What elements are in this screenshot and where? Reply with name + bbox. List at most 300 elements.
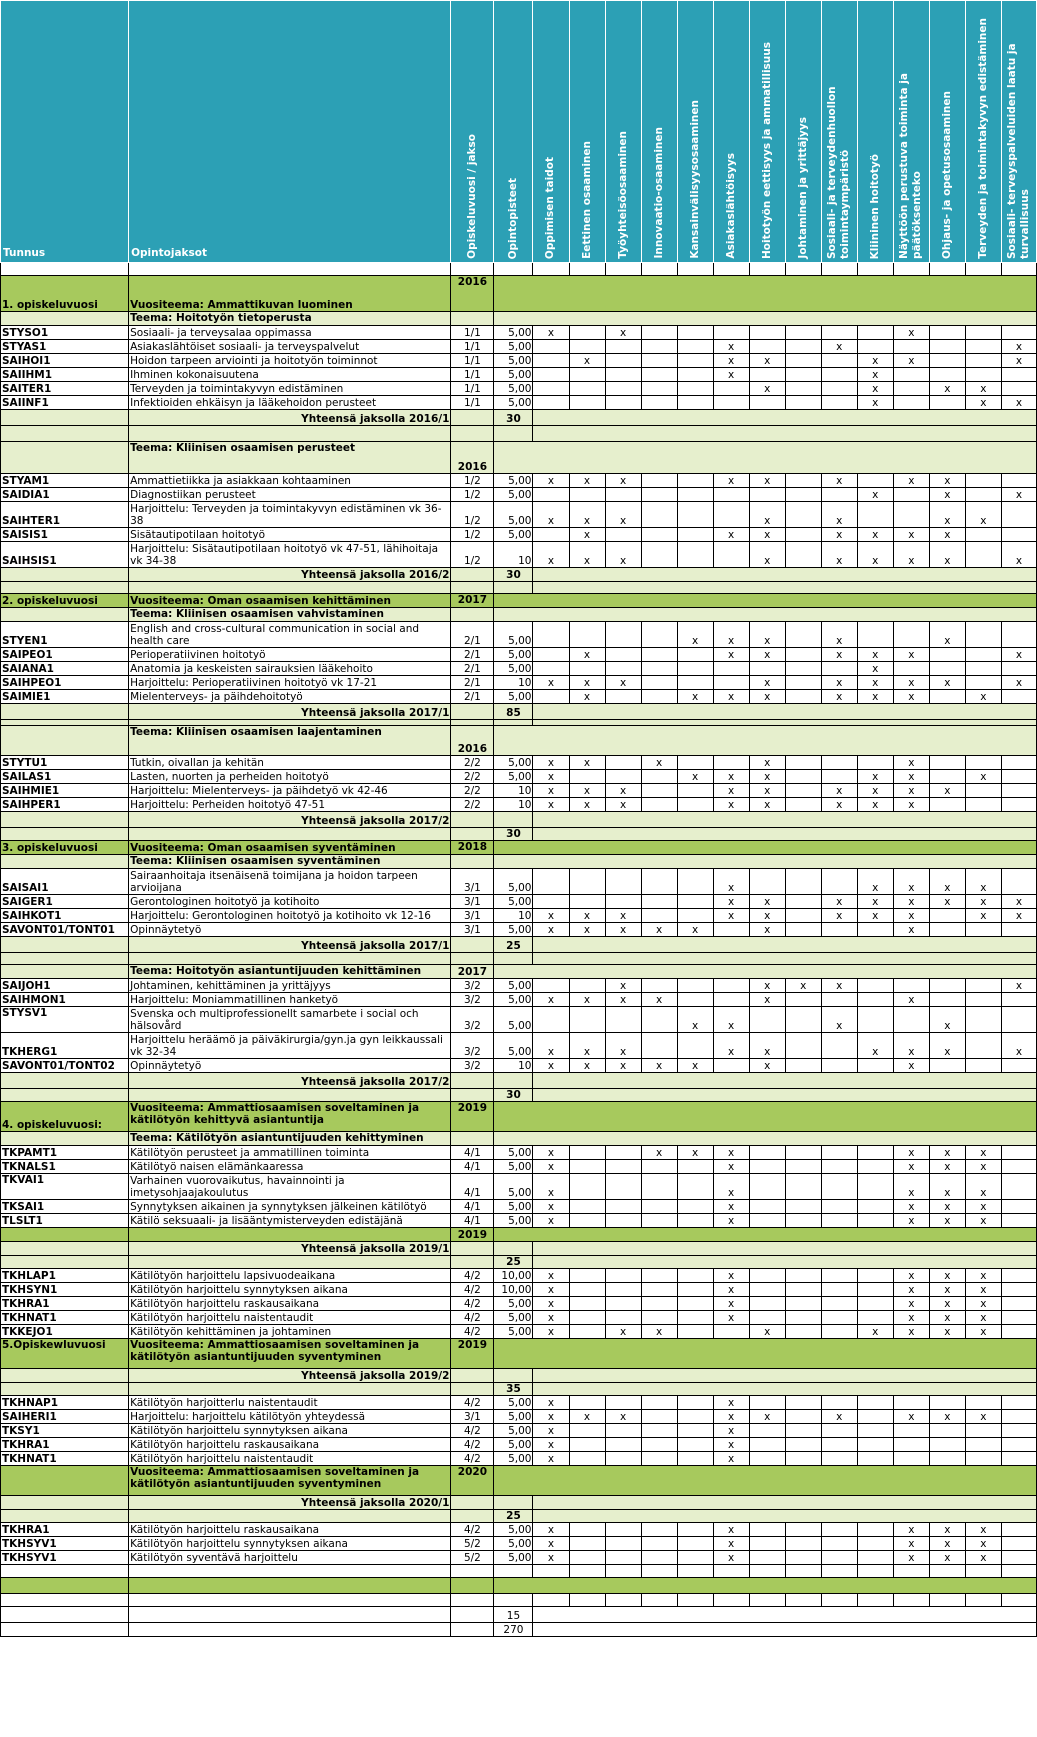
empty-cell	[821, 1424, 857, 1438]
empty-cell	[533, 1369, 1037, 1383]
theme-row	[1, 312, 1037, 326]
theme-year	[451, 608, 494, 622]
empty-cell	[749, 1200, 785, 1214]
course-code: TKNALS1	[1, 1160, 129, 1174]
competence-mark: x	[749, 502, 785, 528]
competence-mark: x	[1001, 488, 1036, 502]
period-total-row	[1, 426, 1037, 442]
course-code: SAVONT01/TONT02	[1, 1059, 129, 1073]
competence-mark: x	[605, 676, 641, 690]
course-credits: 5,00	[494, 979, 533, 993]
empty-cell	[641, 1160, 677, 1174]
empty-cell	[605, 770, 641, 784]
course-credits: 5,00	[494, 1033, 533, 1059]
grand-total-row	[1, 1607, 1037, 1623]
empty-cell	[821, 488, 857, 502]
course-row	[1, 1424, 1037, 1438]
course-name: Johtaminen, kehittäminen ja yrittäjyys	[129, 979, 451, 993]
competence-mark: x	[893, 770, 929, 784]
course-row	[1, 1269, 1037, 1283]
empty-cell	[713, 542, 749, 568]
empty-cell	[785, 662, 821, 676]
empty-cell	[533, 622, 569, 648]
course-code: STYEN1	[1, 622, 129, 648]
empty-cell	[893, 1452, 929, 1466]
period-total-value: 30	[494, 410, 533, 426]
empty-cell	[1001, 1438, 1036, 1452]
course-name: Tutkin, oivallan ja kehitän	[129, 756, 451, 770]
competence-mark: x	[677, 1007, 713, 1033]
empty-cell	[533, 528, 569, 542]
competence-mark: x	[929, 1160, 965, 1174]
empty-cell	[1, 1565, 129, 1578]
competence-mark: x	[893, 1297, 929, 1311]
column-header-label: Kansainvälisyysosaaminen	[688, 100, 701, 259]
year-value: 2016	[451, 276, 494, 312]
course-name: Harjoittelu: Moniammatillinen hanketyö	[129, 993, 451, 1007]
empty-cell	[857, 622, 893, 648]
column-header-label: Sosiaali- ja terveydenhuollon toimintaympäristö	[826, 86, 852, 259]
column-header-label: Näyttöön perustuva toiminta ja päätöksenteko	[898, 73, 924, 259]
course-period: 1/2	[451, 488, 494, 502]
course-row	[1, 1537, 1037, 1551]
empty-cell	[1001, 1297, 1036, 1311]
study-year-label	[1, 1466, 129, 1496]
empty-cell	[605, 368, 641, 382]
competence-mark: x	[677, 690, 713, 704]
empty-cell	[641, 798, 677, 812]
empty-cell	[569, 382, 605, 396]
competence-mark: x	[641, 1146, 677, 1160]
empty-cell	[965, 648, 1001, 662]
course-period: 5/2	[451, 1551, 494, 1565]
empty-cell	[677, 1523, 713, 1537]
empty-cell	[641, 676, 677, 690]
competence-mark: x	[893, 676, 929, 690]
period-total-row	[1, 582, 1037, 594]
empty-cell	[1001, 690, 1036, 704]
empty-cell	[1001, 923, 1036, 937]
course-name: Kätilötyön perusteet ja ammatillinen toiminta	[129, 1146, 451, 1160]
empty-cell	[533, 396, 569, 410]
competence-mark: x	[569, 528, 605, 542]
competence-mark: x	[893, 923, 929, 937]
course-name: Kätilötyön syventävä harjoittelu	[129, 1551, 451, 1565]
empty-cell	[929, 798, 965, 812]
course-name: Svenska och multiprofessionellt samarbete i social och hälsovård	[129, 1007, 451, 1033]
empty-cell	[494, 855, 1037, 869]
course-name: Harjoittelu: harjoittelu kätilötyön yhteydessä	[129, 1410, 451, 1424]
competence-mark: x	[605, 798, 641, 812]
empty-cell	[785, 488, 821, 502]
course-code: SAVONT01/TONT01	[1, 923, 129, 937]
empty-cell	[451, 1256, 494, 1269]
empty-cell	[605, 1551, 641, 1565]
theme-label: Teema: Kliinisen osaamisen perusteet	[129, 442, 451, 474]
empty-cell	[749, 1311, 785, 1325]
course-code: TKHNAT1	[1, 1452, 129, 1466]
empty-cell	[641, 1537, 677, 1551]
empty-cell	[451, 812, 494, 828]
empty-cell	[785, 528, 821, 542]
empty-cell	[749, 1551, 785, 1565]
empty-cell	[605, 869, 641, 895]
course-period: 3/1	[451, 923, 494, 937]
empty-cell	[605, 1311, 641, 1325]
empty-cell	[641, 396, 677, 410]
empty-cell	[494, 608, 1037, 622]
period-total-row	[1, 410, 1037, 426]
empty-cell	[1, 1510, 129, 1523]
empty-cell	[821, 396, 857, 410]
empty-cell	[1, 442, 129, 474]
course-name: Kätilötyön harjoittelu lapsivuodeaikana	[129, 1269, 451, 1283]
competence-mark: x	[749, 1033, 785, 1059]
empty-cell	[893, 622, 929, 648]
empty-cell	[677, 1033, 713, 1059]
competence-mark: x	[749, 770, 785, 784]
competence-mark: x	[965, 382, 1001, 396]
course-period: 1/2	[451, 542, 494, 568]
course-row	[1, 1160, 1037, 1174]
empty-cell	[494, 841, 1037, 855]
course-name: Harjoittelu: Mielenterveys- ja päihdetyö vk 42-46	[129, 784, 451, 798]
empty-cell	[821, 1438, 857, 1452]
empty-cell	[929, 993, 965, 1007]
empty-cell	[1, 965, 129, 979]
course-code: TKPAMT1	[1, 1146, 129, 1160]
period-total-value	[494, 1242, 533, 1256]
course-credits: 5,00	[494, 396, 533, 410]
empty-cell	[929, 979, 965, 993]
empty-cell	[821, 1594, 857, 1607]
competence-mark: x	[569, 676, 605, 690]
competence-mark: x	[677, 770, 713, 784]
empty-cell	[821, 1523, 857, 1537]
course-code: SAIHMIE1	[1, 784, 129, 798]
empty-cell	[1, 582, 129, 594]
competence-mark: x	[965, 770, 1001, 784]
course-credits: 10	[494, 542, 533, 568]
empty-cell	[641, 1523, 677, 1537]
empty-cell	[677, 756, 713, 770]
competence-mark: x	[929, 542, 965, 568]
empty-cell	[857, 1174, 893, 1200]
competence-mark: x	[749, 622, 785, 648]
course-period: 2/1	[451, 648, 494, 662]
empty-cell	[785, 1551, 821, 1565]
course-credits: 5,00	[494, 354, 533, 368]
year-value: 2020	[451, 1466, 494, 1496]
empty-cell	[605, 382, 641, 396]
course-row	[1, 690, 1037, 704]
empty-cell	[785, 1174, 821, 1200]
competence-mark: x	[821, 690, 857, 704]
theme-year: 2017	[451, 965, 494, 979]
empty-cell	[129, 1510, 451, 1523]
empty-cell	[533, 1242, 1037, 1256]
empty-cell	[677, 1269, 713, 1283]
empty-cell	[605, 1424, 641, 1438]
competence-mark: x	[893, 1523, 929, 1537]
competence-mark: x	[569, 993, 605, 1007]
empty-cell	[785, 502, 821, 528]
empty-cell	[533, 410, 1037, 426]
competence-mark: x	[893, 542, 929, 568]
empty-cell	[821, 662, 857, 676]
competence-mark: x	[821, 648, 857, 662]
period-total-value	[494, 812, 533, 828]
empty-cell	[494, 1228, 1037, 1242]
empty-cell	[857, 1396, 893, 1410]
empty-cell	[965, 1438, 1001, 1452]
empty-cell	[893, 488, 929, 502]
empty-cell	[785, 648, 821, 662]
empty-cell	[1, 1073, 129, 1089]
competence-mark: x	[929, 1174, 965, 1200]
course-row	[1, 1551, 1037, 1565]
competence-mark: x	[713, 1424, 749, 1438]
theme-label: Teema: Kätilötyön asiantuntijuuden kehittyminen	[129, 1132, 451, 1146]
course-name: Synnytyksen aikainen ja synnytyksen jälkeinen kätilötyö	[129, 1200, 451, 1214]
competence-mark: x	[857, 354, 893, 368]
competence-mark: x	[929, 528, 965, 542]
empty-cell	[1001, 1551, 1036, 1565]
empty-cell	[451, 704, 494, 720]
empty-cell	[749, 1297, 785, 1311]
empty-cell	[641, 1410, 677, 1424]
competence-mark: x	[749, 542, 785, 568]
column-header-label: Asiakaslähtöisyys	[724, 153, 737, 259]
empty-cell	[605, 1200, 641, 1214]
empty-cell	[857, 1160, 893, 1174]
competence-mark: x	[533, 1214, 569, 1228]
empty-cell	[1, 704, 129, 720]
course-credits: 10	[494, 784, 533, 798]
competence-mark: x	[821, 784, 857, 798]
empty-cell	[821, 1325, 857, 1339]
competence-mark: x	[929, 1551, 965, 1565]
competence-mark: x	[965, 396, 1001, 410]
competence-mark: x	[929, 1146, 965, 1160]
empty-cell	[785, 784, 821, 798]
empty-cell	[929, 368, 965, 382]
course-credits: 5,00	[494, 1523, 533, 1537]
course-credits: 5,00	[494, 368, 533, 382]
empty-cell	[451, 410, 494, 426]
empty-cell	[749, 263, 785, 276]
year-theme-label: Vuositeema: Ammattiosaamisen soveltaminen ja kätilötyön kehittyvä asiantuntija	[129, 1102, 451, 1132]
empty-cell	[965, 368, 1001, 382]
competence-mark: x	[1001, 648, 1036, 662]
course-credits: 5,00	[494, 993, 533, 1007]
empty-cell	[821, 1146, 857, 1160]
empty-cell	[749, 1565, 785, 1578]
competence-mark: x	[893, 1325, 929, 1339]
empty-cell	[857, 1438, 893, 1452]
course-row	[1, 676, 1037, 690]
empty-cell	[605, 1269, 641, 1283]
study-year-label: 2. opiskeluvuosi	[1, 594, 129, 608]
course-period: 4/1	[451, 1160, 494, 1174]
competence-mark: x	[713, 798, 749, 812]
empty-cell	[713, 676, 749, 690]
competence-mark: x	[713, 1396, 749, 1410]
course-code: SAIHMON1	[1, 993, 129, 1007]
course-period: 4/1	[451, 1174, 494, 1200]
course-code: SAIANA1	[1, 662, 129, 676]
course-name: Diagnostiikan perusteet	[129, 488, 451, 502]
course-credits: 5,00	[494, 1297, 533, 1311]
year-band-row	[1, 1578, 1037, 1594]
course-row	[1, 340, 1037, 354]
course-row	[1, 1452, 1037, 1466]
empty-cell	[677, 1325, 713, 1339]
year-theme-label: Vuositeema: Ammattiosaamisen soveltaminen ja kätilötyön asiantuntijuuden syventyminen	[129, 1339, 451, 1369]
empty-cell	[965, 263, 1001, 276]
column-header	[1001, 1, 1036, 263]
empty-cell	[785, 263, 821, 276]
empty-cell	[569, 1565, 605, 1578]
column-header-label: Oppimisen taidot	[544, 156, 557, 259]
empty-cell	[821, 1059, 857, 1073]
grand-total-row	[1, 1623, 1037, 1637]
competence-mark: x	[893, 1174, 929, 1200]
empty-cell	[929, 690, 965, 704]
empty-cell	[677, 798, 713, 812]
empty-cell	[569, 340, 605, 354]
column-header-label: Työyhteisöosaaminen	[616, 131, 629, 259]
empty-cell	[605, 622, 641, 648]
course-row	[1, 542, 1037, 568]
empty-cell	[641, 1200, 677, 1214]
period-total-row	[1, 953, 1037, 965]
empty-cell	[713, 488, 749, 502]
course-period: 4/2	[451, 1269, 494, 1283]
empty-cell	[749, 488, 785, 502]
course-name: Harjoittelu: Gerontologinen hoitotyö ja kotihoito vk 12-16	[129, 909, 451, 923]
competence-mark: x	[929, 1325, 965, 1339]
competence-mark: x	[893, 756, 929, 770]
course-name: Kätilö seksuaali- ja lisääntymisterveyden edistäjänä	[129, 1214, 451, 1228]
competence-mark: x	[893, 1311, 929, 1325]
empty-cell	[569, 263, 605, 276]
empty-cell	[1001, 1214, 1036, 1228]
empty-cell	[533, 426, 1037, 442]
period-total-value: 30	[494, 828, 533, 841]
period-total-row	[1, 1073, 1037, 1089]
competence-mark: x	[929, 895, 965, 909]
course-credits: 5,00	[494, 756, 533, 770]
theme-year	[451, 312, 494, 326]
study-year-row	[1, 276, 1037, 312]
study-year-label: 3. opiskeluvuosi	[1, 841, 129, 855]
empty-cell	[785, 622, 821, 648]
empty-cell	[1001, 622, 1036, 648]
course-row	[1, 1059, 1037, 1073]
empty-cell	[749, 1396, 785, 1410]
theme-row	[1, 855, 1037, 869]
competence-mark: x	[533, 1410, 569, 1424]
course-code: SAIHPEO1	[1, 676, 129, 690]
course-credits: 5,00	[494, 1174, 533, 1200]
course-name: Terveyden ja toimintakyvyn edistäminen	[129, 382, 451, 396]
empty-cell	[1001, 474, 1036, 488]
year-theme-label: Vuositeema: Oman osaamisen kehittäminen	[129, 594, 451, 608]
empty-cell	[569, 895, 605, 909]
theme-row	[1, 442, 1037, 474]
empty-cell	[857, 1551, 893, 1565]
empty-cell	[785, 1523, 821, 1537]
course-credits: 5,00	[494, 770, 533, 784]
period-total-value: 25	[494, 1510, 533, 1523]
period-total-row	[1, 1242, 1037, 1256]
empty-cell	[569, 869, 605, 895]
year-value: 2017	[451, 594, 494, 608]
course-row	[1, 993, 1037, 1007]
course-credits: 5,00	[494, 869, 533, 895]
column-header	[605, 1, 641, 263]
competence-mark: x	[857, 648, 893, 662]
course-row	[1, 622, 1037, 648]
empty-cell	[1001, 770, 1036, 784]
empty-cell	[785, 909, 821, 923]
competence-mark: x	[965, 1410, 1001, 1424]
course-credits: 5,00	[494, 502, 533, 528]
empty-cell	[857, 1297, 893, 1311]
empty-cell	[1001, 1424, 1036, 1438]
empty-cell	[857, 340, 893, 354]
year-value	[451, 1578, 494, 1594]
competence-mark: x	[857, 488, 893, 502]
competence-mark: x	[605, 1410, 641, 1424]
competence-mark: x	[713, 474, 749, 488]
empty-cell	[605, 1146, 641, 1160]
year-value: 2019	[451, 1228, 494, 1242]
period-total-value: 85	[494, 704, 533, 720]
empty-cell	[821, 1565, 857, 1578]
course-row	[1, 923, 1037, 937]
competence-mark: x	[713, 869, 749, 895]
course-period: 2/1	[451, 690, 494, 704]
competence-mark: x	[821, 798, 857, 812]
competence-mark: x	[893, 895, 929, 909]
empty-cell	[494, 1578, 1037, 1594]
empty-cell	[641, 1033, 677, 1059]
column-header	[749, 1, 785, 263]
empty-cell	[129, 828, 451, 841]
course-row	[1, 1438, 1037, 1452]
empty-cell	[677, 1452, 713, 1466]
empty-cell	[785, 1396, 821, 1410]
empty-cell	[785, 1438, 821, 1452]
empty-cell	[785, 1325, 821, 1339]
column-header-label: Opintopisteet	[506, 177, 519, 259]
empty-cell	[713, 662, 749, 676]
empty-cell	[785, 474, 821, 488]
empty-cell	[857, 1283, 893, 1297]
empty-cell	[451, 828, 494, 841]
empty-cell	[605, 1007, 641, 1033]
study-year-row	[1, 1102, 1037, 1132]
empty-cell	[857, 1007, 893, 1033]
theme-year: 2016	[451, 726, 494, 756]
competence-mark: x	[713, 1200, 749, 1214]
empty-cell	[677, 502, 713, 528]
competence-mark: x	[893, 1551, 929, 1565]
course-credits: 5,00	[494, 648, 533, 662]
year-band-row	[1, 1228, 1037, 1242]
